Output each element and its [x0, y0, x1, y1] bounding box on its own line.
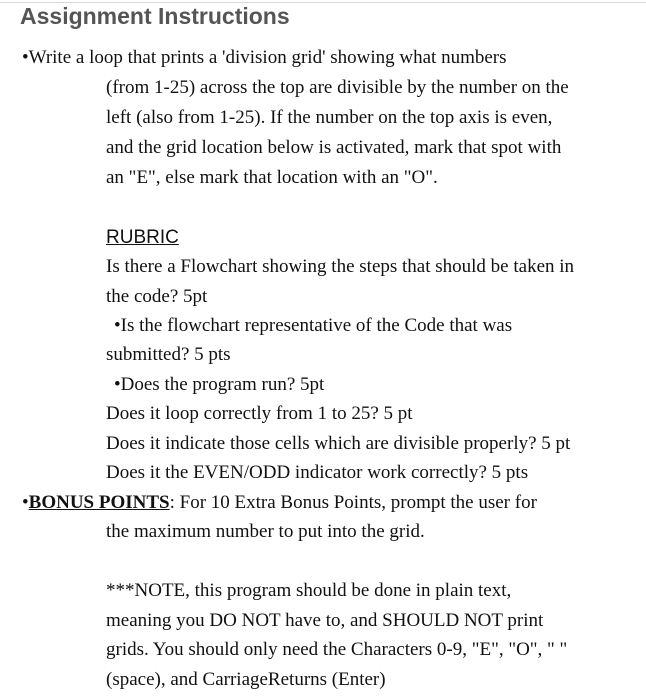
rubric-line: Does it loop correctly from 1 to 25? 5 pt [106, 403, 413, 424]
bonus-line: •BONUS POINTS: For 10 Extra Bonus Points, prompt the user for [22, 492, 537, 513]
note-line: grids. You should only need the Characters 0-9, "E", "O", " " [106, 639, 568, 660]
rubric-line: •Does the program run? 5pt [114, 374, 325, 395]
instruction-line: left (also from 1-25). If the number on the top axis is even, [106, 107, 553, 128]
rubric-line: the code? 5pt [106, 286, 208, 307]
rubric-line: Is there a Flowchart showing the steps that should be taken in [106, 256, 575, 277]
instruction-line: •Write a loop that prints a 'division grid' showing what numbers [22, 47, 507, 68]
rubric-line: •Is the flowchart representative of the Code that was [114, 315, 513, 336]
bonus-line: the maximum number to put into the grid. [106, 521, 425, 542]
page-title: Assignment Instructions [20, 3, 290, 29]
bonus-label: BONUS POINTS [28, 492, 170, 513]
instruction-line: and the grid location below is activated, mark that spot with [106, 137, 562, 158]
note-line: (space), and CarriageReturns (Enter) [106, 669, 386, 690]
rubric-line: submitted? 5 pts [106, 344, 231, 365]
rubric-line: Does it indicate those cells which are divisible properly? 5 pt [106, 433, 571, 454]
bullet: • [22, 47, 29, 68]
instruction-line: (from 1-25) across the top are divisible by the number on the [106, 77, 569, 98]
note-line: meaning you DO NOT have to, and SHOULD NOT print [106, 610, 544, 631]
rubric-heading: RUBRIC [106, 227, 179, 248]
instruction-line: an "E", else mark that location with an "O". [106, 167, 438, 188]
rubric-line: Does it the EVEN/ODD indicator work correctly? 5 pts [106, 462, 529, 483]
note-line: ***NOTE, this program should be done in plain text, [106, 580, 512, 601]
bullet: • [22, 492, 29, 513]
